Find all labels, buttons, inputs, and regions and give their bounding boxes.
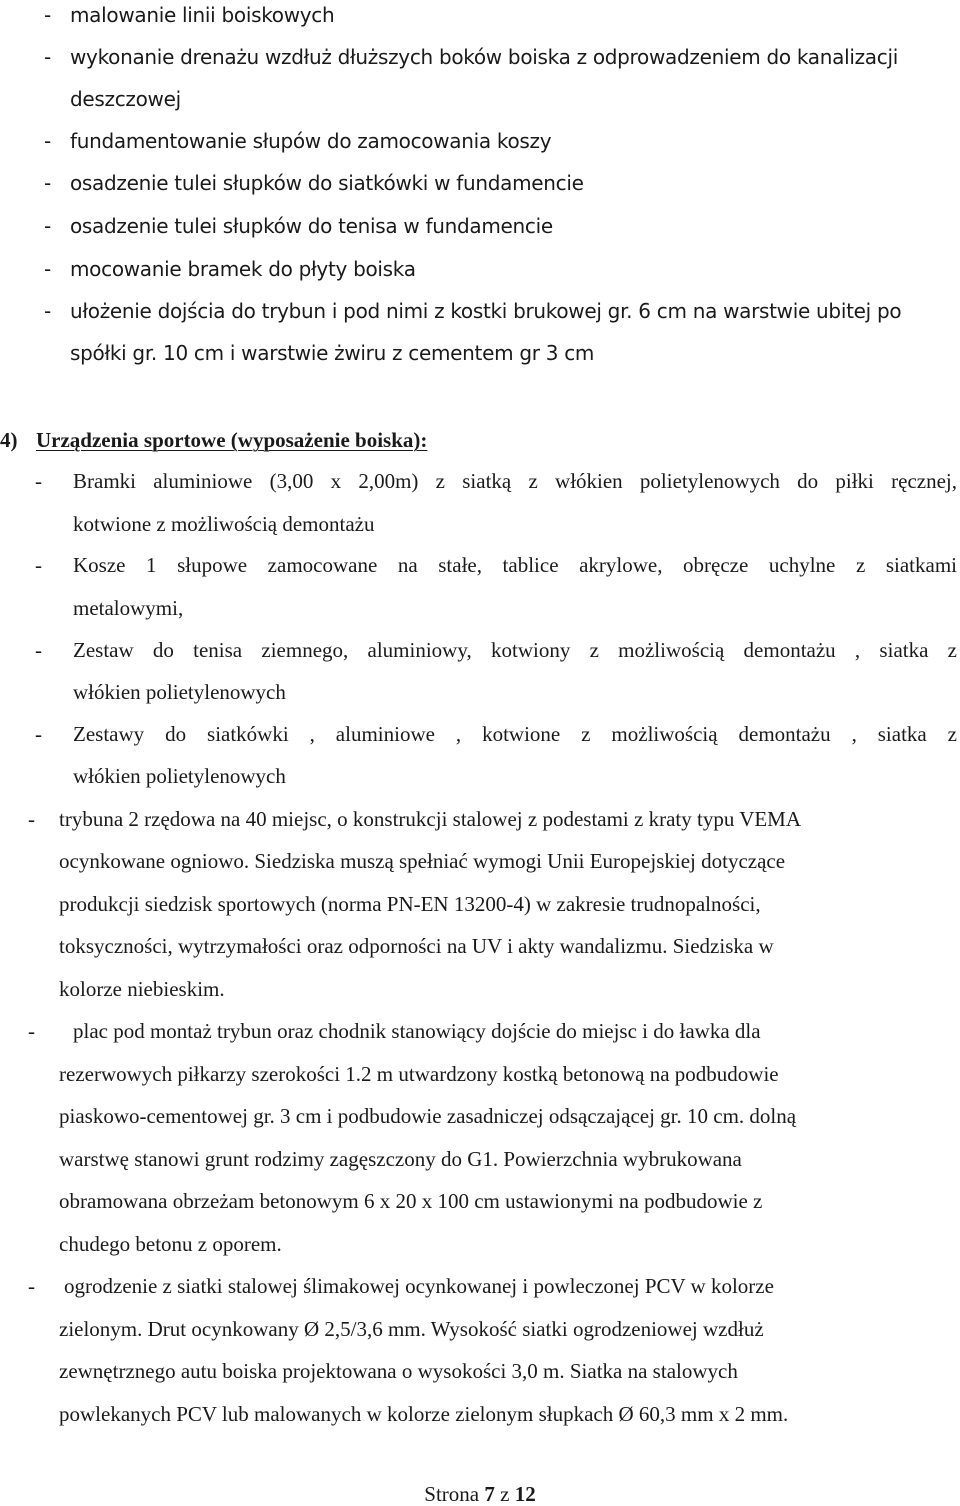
paragraph-line: chudego betonu z oporem.: [59, 1232, 282, 1256]
list-dash: -: [35, 722, 42, 746]
list-dash: -: [44, 299, 51, 323]
list-item-text: Zestaw do tenisa ziemnego, aluminiowy, kotwiony z możliwością demontażu , siatka z: [73, 638, 957, 662]
list-item-text: ułożenie dojścia do trybun i pod nimi z kostki brukowej gr. 6 cm na warstwie ubitej po: [70, 299, 902, 323]
list-item-text: osadzenie tulei słupków do tenisa w fundamencie: [70, 214, 553, 238]
list-item-text: osadzenie tulei słupków do siatkówki w fundamencie: [70, 171, 584, 195]
section-title: Urządzenia sportowe (wyposażenie boiska):: [36, 428, 428, 452]
list-item-text: mocowanie bramek do płyty boiska: [70, 257, 416, 281]
footer-middle: z: [494, 1482, 515, 1506]
list-item-text: fundamentowanie słupów do zamocowania koszy: [70, 129, 552, 153]
paragraph-line: zielonym. Drut ocynkowany Ø 2,5/3,6 mm. Wysokość siatki ogrodzeniowej wzdłuż: [59, 1317, 764, 1341]
footer-page-number: 7: [484, 1482, 495, 1506]
list-dash: -: [28, 807, 35, 831]
paragraph-line: trybuna 2 rzędowa na 40 miejsc, o konstrukcji stalowej z podestami z kraty typu VEMA: [59, 807, 802, 831]
list-item-text: Kosze 1 słupowe zamocowane na stałe, tablice akrylowe, obręcze uchylne z siatkami: [73, 553, 957, 577]
list-dash: -: [44, 3, 51, 27]
paragraph-line: kolorze niebieskim.: [59, 977, 225, 1001]
list-item-text: deszczowej: [70, 87, 181, 111]
list-item-text: spółki gr. 10 cm i warstwie żwiru z cementem gr 3 cm: [70, 341, 595, 365]
paragraph-line: piaskowo-cementowej gr. 3 cm i podbudowie zasadniczej odsączającej gr. 10 cm. dolną: [59, 1104, 797, 1128]
list-item-text: włókien polietylenowych: [73, 764, 286, 788]
list-dash: -: [44, 45, 51, 69]
paragraph-line: warstwę stanowi grunt rodzimy zagęszczony do G1. Powierzchnia wybrukowana: [59, 1147, 742, 1171]
list-item-text: kotwione z możliwością demontażu: [73, 512, 375, 536]
footer-page-total: 12: [514, 1482, 536, 1506]
list-dash: -: [44, 214, 51, 238]
list-dash: -: [44, 257, 51, 281]
paragraph-line: ogrodzenie z siatki stalowej ślimakowej ocynkowanej i powleczonej PCV w kolorze: [64, 1274, 774, 1298]
paragraph-line: obramowana obrzeżam betonowym 6 x 20 x 100 cm ustawionymi na podbudowie z: [59, 1189, 763, 1213]
section-number: 4): [0, 428, 18, 452]
list-dash: -: [28, 1019, 35, 1043]
list-item-text: malowanie linii boiskowych: [70, 3, 335, 27]
list-dash: -: [44, 171, 51, 195]
list-item-text: Bramki aluminiowe (3,00 x 2,00m) z siatką z włókien polietylenowych do piłki ręcznej,: [73, 469, 957, 493]
paragraph-line: powlekanych PCV lub malowanych w kolorze zielonym słupkach Ø 60,3 mm x 2 mm.: [59, 1402, 789, 1426]
paragraph-line: zewnętrznego autu boiska projektowana o wysokości 3,0 m. Siatka na stalowych: [59, 1359, 738, 1383]
list-dash: -: [35, 638, 42, 662]
list-item-text: Zestawy do siatkówki , aluminiowe , kotwione z możliwością demontażu , siatka z: [73, 722, 957, 746]
list-dash: -: [44, 129, 51, 153]
list-dash: -: [35, 469, 42, 493]
list-item-text: włókien polietylenowych: [73, 680, 286, 704]
paragraph-line: produkcji siedzisk sportowych (norma PN-EN 13200-4) w zakresie trudnopalności,: [59, 892, 761, 916]
list-item-text: wykonanie drenażu wzdłuż dłuższych boków boiska z odprowadzeniem do kanalizacji: [70, 45, 898, 69]
footer-prefix: Strona: [424, 1482, 485, 1506]
list-dash: -: [28, 1274, 35, 1298]
paragraph-line: toksyczności, wytrzymałości oraz odporności na UV i akty wandalizmu. Siedziska w: [59, 934, 774, 958]
paragraph-line: ocynkowane ogniowo. Siedziska muszą spełniać wymogi Unii Europejskiej dotyczące: [59, 849, 786, 873]
paragraph-line: rezerwowych piłkarzy szerokości 1.2 m utwardzony kostką betonową na podbudowie: [59, 1062, 779, 1086]
list-dash: -: [35, 553, 42, 577]
list-item-text: metalowymi,: [73, 596, 184, 620]
paragraph-line: plac pod montaż trybun oraz chodnik stanowiący dojście do miejsc i do ławka dla: [73, 1019, 761, 1043]
page-footer: [0, 1482, 960, 1506]
